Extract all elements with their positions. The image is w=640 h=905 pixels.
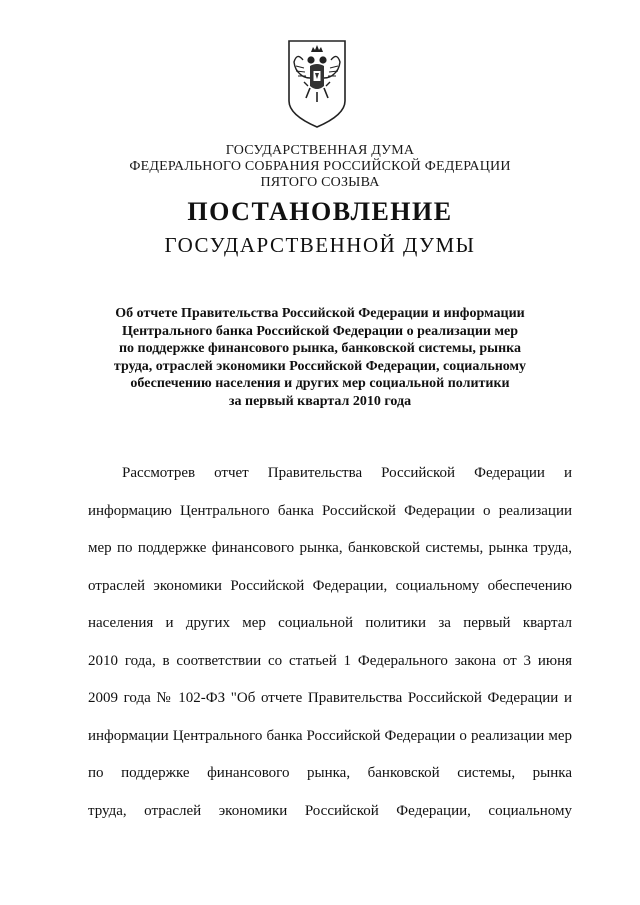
body-line: труда, отраслей экономики Российской Федерации, социальному — [88, 802, 572, 819]
body-line: мер по поддержке финансового рынка, банковской системы, рынка труда, — [88, 540, 572, 556]
header-line: ПЯТОГО СОЗЫВА — [260, 175, 380, 190]
header-line: ФЕДЕРАЛЬНОГО СОБРАНИЯ РОССИЙСКОЙ ФЕДЕРАЦИИ — [129, 159, 511, 174]
body-line: населения и других мер социальной политики за первый квартал — [88, 615, 572, 631]
document-issuer-heading: ГОСУДАРСТВЕННОЙ ДУМЫ — [164, 233, 476, 257]
body-line: информации Центрального банка Российской Федерации о реализации мер — [88, 727, 572, 744]
title-line: Об отчете Правительства Российской Федерации и информации — [115, 306, 525, 321]
document-body — [88, 455, 572, 830]
document-type-heading: ПОСТАНОВЛЕНИЕ — [187, 197, 453, 226]
title-line: по поддержке финансового рынка, банковской системы, рынка — [118, 341, 522, 357]
title-line: обеспечению населения и других мер социальной политики — [130, 376, 510, 392]
title-line: за первый квартал 2010 года — [228, 393, 412, 409]
issuing-authority-header — [0, 143, 640, 191]
document-title — [50, 305, 590, 411]
body-line: отраслей экономики Российской Федерации, социальному обеспечению — [88, 577, 572, 594]
body-line: по поддержке финансового рынка, банковской системы, рынка — [88, 765, 572, 781]
coat-of-arms-emblem — [286, 38, 348, 130]
body-line: Рассмотрев отчет Правительства Российской Федерации и — [122, 465, 572, 481]
title-line: Центрального банка Российской Федерации о реализации мер — [121, 323, 519, 339]
body-line: 2010 года, в соответствии со статьей 1 Федерального закона от 3 июня — [88, 652, 572, 669]
body-line: 2009 года № 102-ФЗ "Об отчете Правительства Российской Федерации и — [88, 690, 572, 706]
header-line: ГОСУДАРСТВЕННАЯ ДУМА — [225, 143, 415, 158]
title-line: труда, отраслей экономики Российской Федерации, социальному — [113, 358, 527, 374]
body-line: информацию Центрального банка Российской Федерации о реализации — [88, 502, 572, 519]
